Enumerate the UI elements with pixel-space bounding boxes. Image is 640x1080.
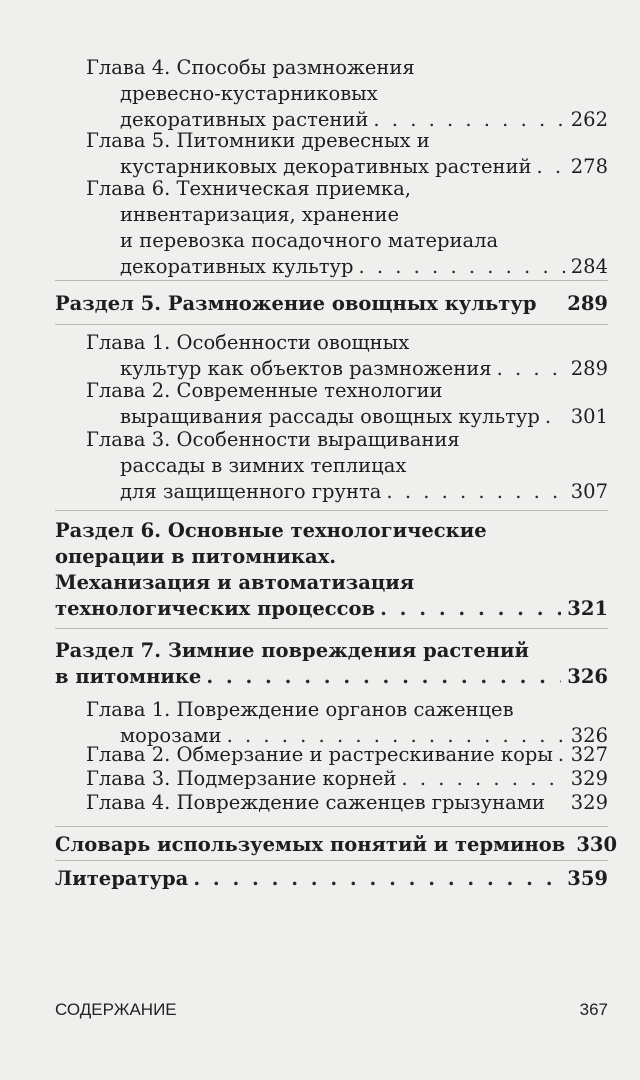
toc-entry-line: кустарниковых декоративных растений (120, 155, 532, 178)
toc-entry-line: Раздел 6. Основные технологические (55, 519, 487, 542)
dot-leader (193, 866, 561, 892)
section-divider (55, 510, 608, 511)
toc-page-number: 326 (570, 724, 608, 747)
toc-page-number: 330 (576, 833, 618, 856)
section-divider (55, 628, 608, 629)
toc-page-number: 307 (570, 480, 608, 503)
toc-entry-line: Глава 2. Обмерзание и растрескивание коры (86, 743, 553, 766)
toc-page-number: 326 (567, 665, 608, 688)
toc-entry-section-5-chapter-1 (86, 330, 608, 382)
toc-entry-line: операции в питомниках. (55, 545, 337, 568)
toc-entry-line: декоративных культур (120, 255, 354, 278)
dot-leader (380, 596, 561, 622)
section-divider (55, 324, 608, 325)
toc-entry-section-6 (55, 518, 608, 622)
toc-entry-line: в питомнике (55, 665, 202, 688)
toc-entry-line: Глава 1. Особенности овощных (86, 331, 410, 354)
toc-page-number: 278 (570, 155, 608, 178)
running-footer-title: СОДЕРЖАНИЕ (55, 1000, 177, 1019)
toc-entry-section-5-chapter-2 (86, 378, 608, 430)
toc-entry-line: Глава 3. Особенности выращивания (86, 428, 460, 451)
toc-page-number: 289 (567, 292, 608, 315)
toc-page-number: 329 (570, 767, 608, 790)
toc-entry-section-7-chapter-3 (86, 766, 608, 792)
toc-page-number: 321 (567, 597, 608, 620)
toc-entry-line: и перевозка посадочного материала (120, 229, 499, 252)
page-footer (55, 1000, 608, 1020)
section-divider (55, 826, 608, 827)
toc-entry-line: рассады в зимних теплицах (120, 454, 407, 477)
toc-entry-line: декоративных растений (120, 108, 369, 131)
toc-entry-line: Литература (55, 867, 189, 890)
page-number: 367 (579, 1000, 608, 1019)
toc-entry-line: Глава 5. Питомники древесных и (86, 129, 430, 152)
toc-entry-line: инвентаризация, хранение (120, 203, 400, 226)
toc-entry-line: морозами (120, 724, 222, 747)
toc-entry-line: Словарь используемых понятий и терминов (55, 833, 566, 856)
dot-leader (206, 664, 561, 690)
toc-entry-line: Глава 4. Повреждение саженцев грызунами (86, 791, 545, 814)
toc-entry-section-7-chapter-4 (86, 790, 608, 816)
toc-entry-section-7-chapter-2 (86, 742, 608, 768)
dot-leader (386, 479, 564, 505)
toc-entry-section-5 (55, 291, 608, 317)
toc-entry-line: технологических процессов (55, 597, 376, 620)
toc-page-number: 262 (570, 108, 608, 131)
toc-page-number: 327 (570, 743, 608, 766)
toc-entry-line: Глава 6. Техническая приемка, (86, 177, 411, 200)
toc-entry-literature (55, 866, 608, 892)
toc-page-number: 284 (570, 255, 608, 278)
dot-leader (558, 742, 565, 768)
toc-entry-chapter-6 (86, 176, 608, 280)
toc-entry-section-5-chapter-3 (86, 427, 608, 505)
toc-entry-line: Глава 1. Повреждение органов саженцев (86, 698, 514, 721)
toc-entry-line: древесно-кустарниковых (120, 82, 378, 105)
toc-entry-line: культур как объектов размножения (120, 357, 492, 380)
toc-entry-section-7 (55, 638, 608, 690)
toc-entry-chapter-5 (86, 128, 608, 180)
toc-entry-line: Раздел 5. Размножение овощных культур (55, 292, 537, 315)
toc-entry-line: Глава 2. Современные технологии (86, 379, 443, 402)
toc-page-number: 329 (570, 791, 608, 814)
toc-entry-line: для защищенного грунта (120, 480, 382, 503)
toc-page-number: 301 (570, 405, 608, 428)
dot-leader (358, 254, 564, 280)
toc-page-number: 359 (567, 867, 608, 890)
section-divider (55, 860, 608, 861)
toc-page-number: 289 (570, 357, 608, 380)
toc-entry-line: Глава 3. Подмерзание корней (86, 767, 397, 790)
dot-leader (401, 766, 564, 792)
section-divider (55, 280, 608, 281)
toc-entry-chapter-4 (86, 55, 608, 133)
toc-entry-line: Механизация и автоматизация (55, 571, 415, 594)
toc-entry-glossary (55, 832, 618, 858)
toc-entry-line: Глава 4. Способы размножения (86, 56, 415, 79)
toc-entry-line: выращивания рассады овощных культур (120, 405, 540, 428)
toc-entry-line: Раздел 7. Зимние повреждения растений (55, 639, 529, 662)
